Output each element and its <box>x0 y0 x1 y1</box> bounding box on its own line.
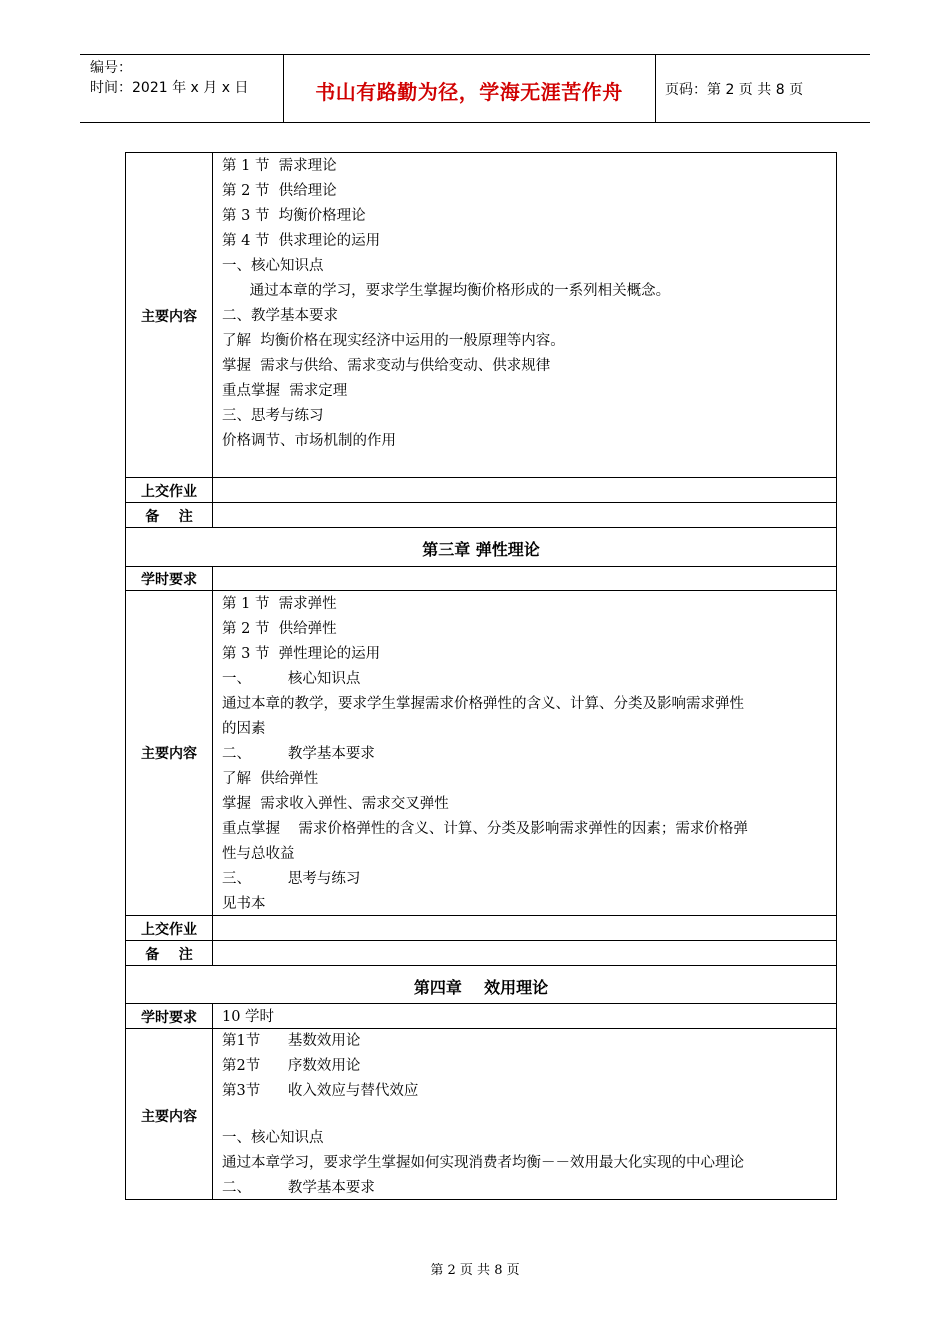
content-line: 第 3 节 弹性理论的运用 <box>222 646 381 662</box>
main-content-label: 主要内容 <box>141 309 197 325</box>
content-line: 一、核心知识点 <box>222 258 324 274</box>
serial-label: 编号： <box>90 60 132 76</box>
hours-label: 学时要求 <box>141 1010 197 1026</box>
content-line: 性与总收益 <box>222 846 295 862</box>
row-rule <box>126 940 836 941</box>
content-line: 通过本章学习，要求学生掌握如何实现消费者均衡－－效用最大化实现的中心理论 <box>222 1155 744 1171</box>
chapter3-content <box>222 592 832 917</box>
row-rule <box>126 566 836 567</box>
column-divider <box>212 153 213 527</box>
content-line: 价格调节、市场机制的作用 <box>222 433 396 449</box>
content-line: 第 2 节 供给弹性 <box>222 621 337 637</box>
row-rule <box>126 527 836 528</box>
hours-label: 学时要求 <box>141 572 197 588</box>
column-divider <box>212 1003 213 1200</box>
chapter2-content <box>222 154 832 454</box>
header-top-rule <box>80 54 870 55</box>
content-line: 三、思考与练习 <box>222 408 324 424</box>
content-line: 第2节 序数效用论 <box>222 1058 361 1074</box>
content-line <box>222 1104 832 1126</box>
note-label: 备 注 <box>145 509 193 525</box>
content-line: 三、 思考与练习 <box>222 871 361 887</box>
content-line: 掌握 需求与供给、需求变动与供给变动、供求规律 <box>222 358 551 374</box>
content-line: 第 2 节 供给理论 <box>222 183 337 199</box>
content-line: 见书本 <box>222 896 266 912</box>
content-line: 第 3 节 均衡价格理论 <box>222 208 366 224</box>
content-line: 二、 教学基本要求 <box>222 1180 375 1196</box>
page-footer: 第 2 页 共 8 页 <box>430 1263 520 1278</box>
header-bottom-rule <box>80 122 870 123</box>
header-meta <box>90 58 248 98</box>
content-line: 掌握 需求收入弹性、需求交叉弹性 <box>222 796 449 812</box>
content-line: 重点掌握 需求定理 <box>222 383 348 399</box>
content-line: 重点掌握 需求价格弹性的含义、计算、分类及影响需求弹性的因素；需求价格弹 <box>222 821 748 837</box>
header-motto: 书山有路勤为径，学海无涯苦作舟 <box>315 80 623 104</box>
content-line: 了解 均衡价格在现实经济中运用的一般原理等内容。 <box>222 333 565 349</box>
chapter4-content <box>222 1029 832 1201</box>
content-line: 第 4 节 供求理论的运用 <box>222 233 381 249</box>
note-label: 备 注 <box>145 947 193 963</box>
syllabus-table <box>125 152 837 1200</box>
chapter-title: 第四章 效用理论 <box>413 978 549 997</box>
row-rule <box>126 1003 836 1004</box>
main-content-label: 主要内容 <box>141 1109 197 1125</box>
content-line: 第1节 基数效用论 <box>222 1033 361 1049</box>
content-line: 二、 教学基本要求 <box>222 746 375 762</box>
row-rule <box>126 502 836 503</box>
row-rule <box>126 477 836 478</box>
content-line: 第 1 节 需求弹性 <box>222 596 337 612</box>
content-line: 通过本章的学习，要求学生掌握均衡价格形成的一系列相关概念。 <box>222 283 671 299</box>
row-rule <box>126 590 836 591</box>
content-line: 的因素 <box>222 721 266 737</box>
content-line: 第3节 收入效应与替代效应 <box>222 1083 419 1099</box>
homework-label: 上交作业 <box>141 484 197 500</box>
header-divider-right <box>655 54 656 122</box>
main-content-label: 主要内容 <box>141 746 197 762</box>
row-rule <box>126 965 836 966</box>
content-line: 一、 核心知识点 <box>222 671 361 687</box>
hours-value: 10 学时 <box>222 1009 275 1025</box>
header-page-label: 页码：第 2 页 共 8 页 <box>665 82 804 98</box>
chapter-title: 第三章 弹性理论 <box>422 540 540 559</box>
content-line: 通过本章的教学，要求学生掌握需求价格弹性的含义、计算、分类及影响需求弹性 <box>222 696 744 712</box>
time-label: 时间：2021 年 x 月 x 日 <box>90 80 249 96</box>
content-line: 一、核心知识点 <box>222 1130 324 1146</box>
column-divider <box>212 566 213 965</box>
content-line: 了解 供给弹性 <box>222 771 319 787</box>
homework-label: 上交作业 <box>141 922 197 938</box>
content-line: 二、教学基本要求 <box>222 308 338 324</box>
content-line: 第 1 节 需求理论 <box>222 158 337 174</box>
